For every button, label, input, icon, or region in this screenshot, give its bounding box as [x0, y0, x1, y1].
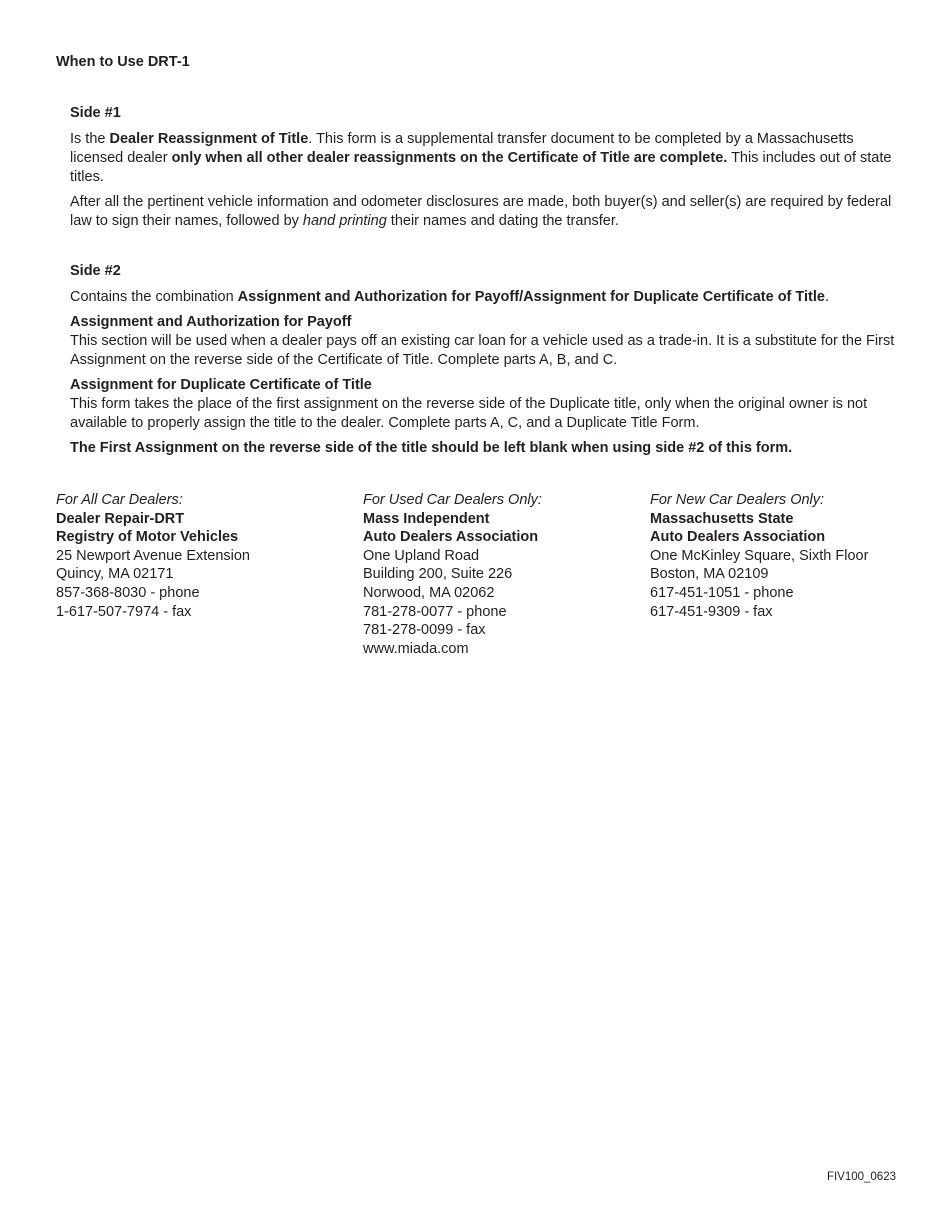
contact-org-line-1: Massachusetts State	[650, 510, 794, 527]
contact-address-city: Quincy, MA 02171	[56, 566, 174, 583]
contact-address-street: One McKinley Square, Sixth Floor	[650, 547, 869, 564]
side-2-text-2: .	[824, 289, 829, 305]
contact-new-dealers	[650, 491, 868, 621]
side-2-description	[70, 288, 896, 307]
contact-label: For New Car Dealers Only:	[650, 492, 825, 508]
signing-text-1: After all the pertinent vehicle information and odometer disclosures are made, both buyer(s) and seller(s) are required by federal law to sign their names, followed by	[70, 194, 892, 229]
payoff-text: This section will be used when a dealer pays off an existing car loan for a vehicle used as a trade-in. It is a substitute for the First Assignment on the reverse side of the Certificate of Title. Complete parts A, B, and C.	[70, 333, 895, 368]
contact-used-dealers	[363, 491, 542, 658]
complete-reassignments-condition: only when all other dealer reassignments on the Certificate of Title are complete.	[171, 150, 728, 166]
contact-fax: 781-278-0099 - fax	[363, 622, 486, 639]
contact-address-city: Norwood, MA 02062	[363, 584, 495, 601]
contact-address-city: Boston, MA 02109	[650, 566, 769, 583]
contact-org-line-2: Auto Dealers Association	[650, 529, 826, 546]
duplicate-section	[70, 376, 896, 433]
contact-fax: 1-617-507-7974 - fax	[56, 603, 192, 620]
side-1-text-2: . This form is a supplemental transfer document to be completed by a Massachusetts licensed dealer	[70, 131, 854, 166]
side-1-heading: Side #1	[70, 105, 121, 121]
contact-phone: 781-278-0077 - phone	[363, 603, 507, 620]
side-2-section	[70, 262, 896, 464]
contact-address-suite: Building 200, Suite 226	[363, 566, 513, 583]
contact-label: For All Car Dealers:	[56, 492, 183, 508]
contact-org-line-1: Mass Independent	[363, 510, 490, 527]
payoff-section	[70, 313, 896, 370]
side-1-text-1: Is the	[70, 131, 110, 147]
contact-label: For Used Car Dealers Only:	[363, 492, 542, 508]
contact-phone: 857-368-8030 - phone	[56, 584, 200, 601]
payoff-heading: Assignment and Authorization for Payoff	[70, 314, 352, 330]
combination-form-name: Assignment and Authorization for Payoff/Assignment for Duplicate Certificate of Title	[237, 289, 825, 305]
contact-org-line-1: Dealer Repair-DRT	[56, 510, 185, 527]
contact-all-dealers	[56, 491, 250, 621]
contact-website: www.miada.com	[363, 640, 469, 657]
form-code: FIV100_0623	[826, 1171, 896, 1183]
side-1-section	[70, 104, 896, 237]
contact-fax: 617-451-9309 - fax	[650, 603, 773, 620]
contact-address-street: One Upland Road	[363, 547, 480, 564]
side-1-description	[70, 130, 896, 187]
duplicate-text: This form takes the place of the first assignment on the reverse side of the Duplicate title, only when the original owner is not available to properly assign the title to the dealer. Complete parts A, C, and a Duplicate Title Form.	[70, 396, 868, 431]
side-1-text-3: This includes out of state titles.	[70, 150, 892, 185]
hand-printing-term: hand printing	[302, 213, 387, 229]
side-2-text-1: Contains the combination	[70, 289, 238, 305]
dealer-reassignment-term: Dealer Reassignment of Title	[109, 131, 309, 147]
contact-address-street: 25 Newport Avenue Extension	[56, 547, 251, 564]
contact-phone: 617-451-1051 - phone	[650, 584, 794, 601]
side-2-heading: Side #2	[70, 263, 121, 279]
contact-org-line-2: Auto Dealers Association	[363, 529, 539, 546]
page-title: When to Use DRT-1	[56, 54, 190, 70]
first-assignment-note: The First Assignment on the reverse side of the title should be left blank when using side #2 of this form.	[70, 440, 793, 456]
contact-org-line-2: Registry of Motor Vehicles	[56, 529, 239, 546]
side-1-signing-instructions	[70, 193, 896, 231]
signing-text-2: their names and dating the transfer.	[386, 213, 619, 229]
duplicate-heading: Assignment for Duplicate Certificate of Title	[70, 377, 372, 393]
